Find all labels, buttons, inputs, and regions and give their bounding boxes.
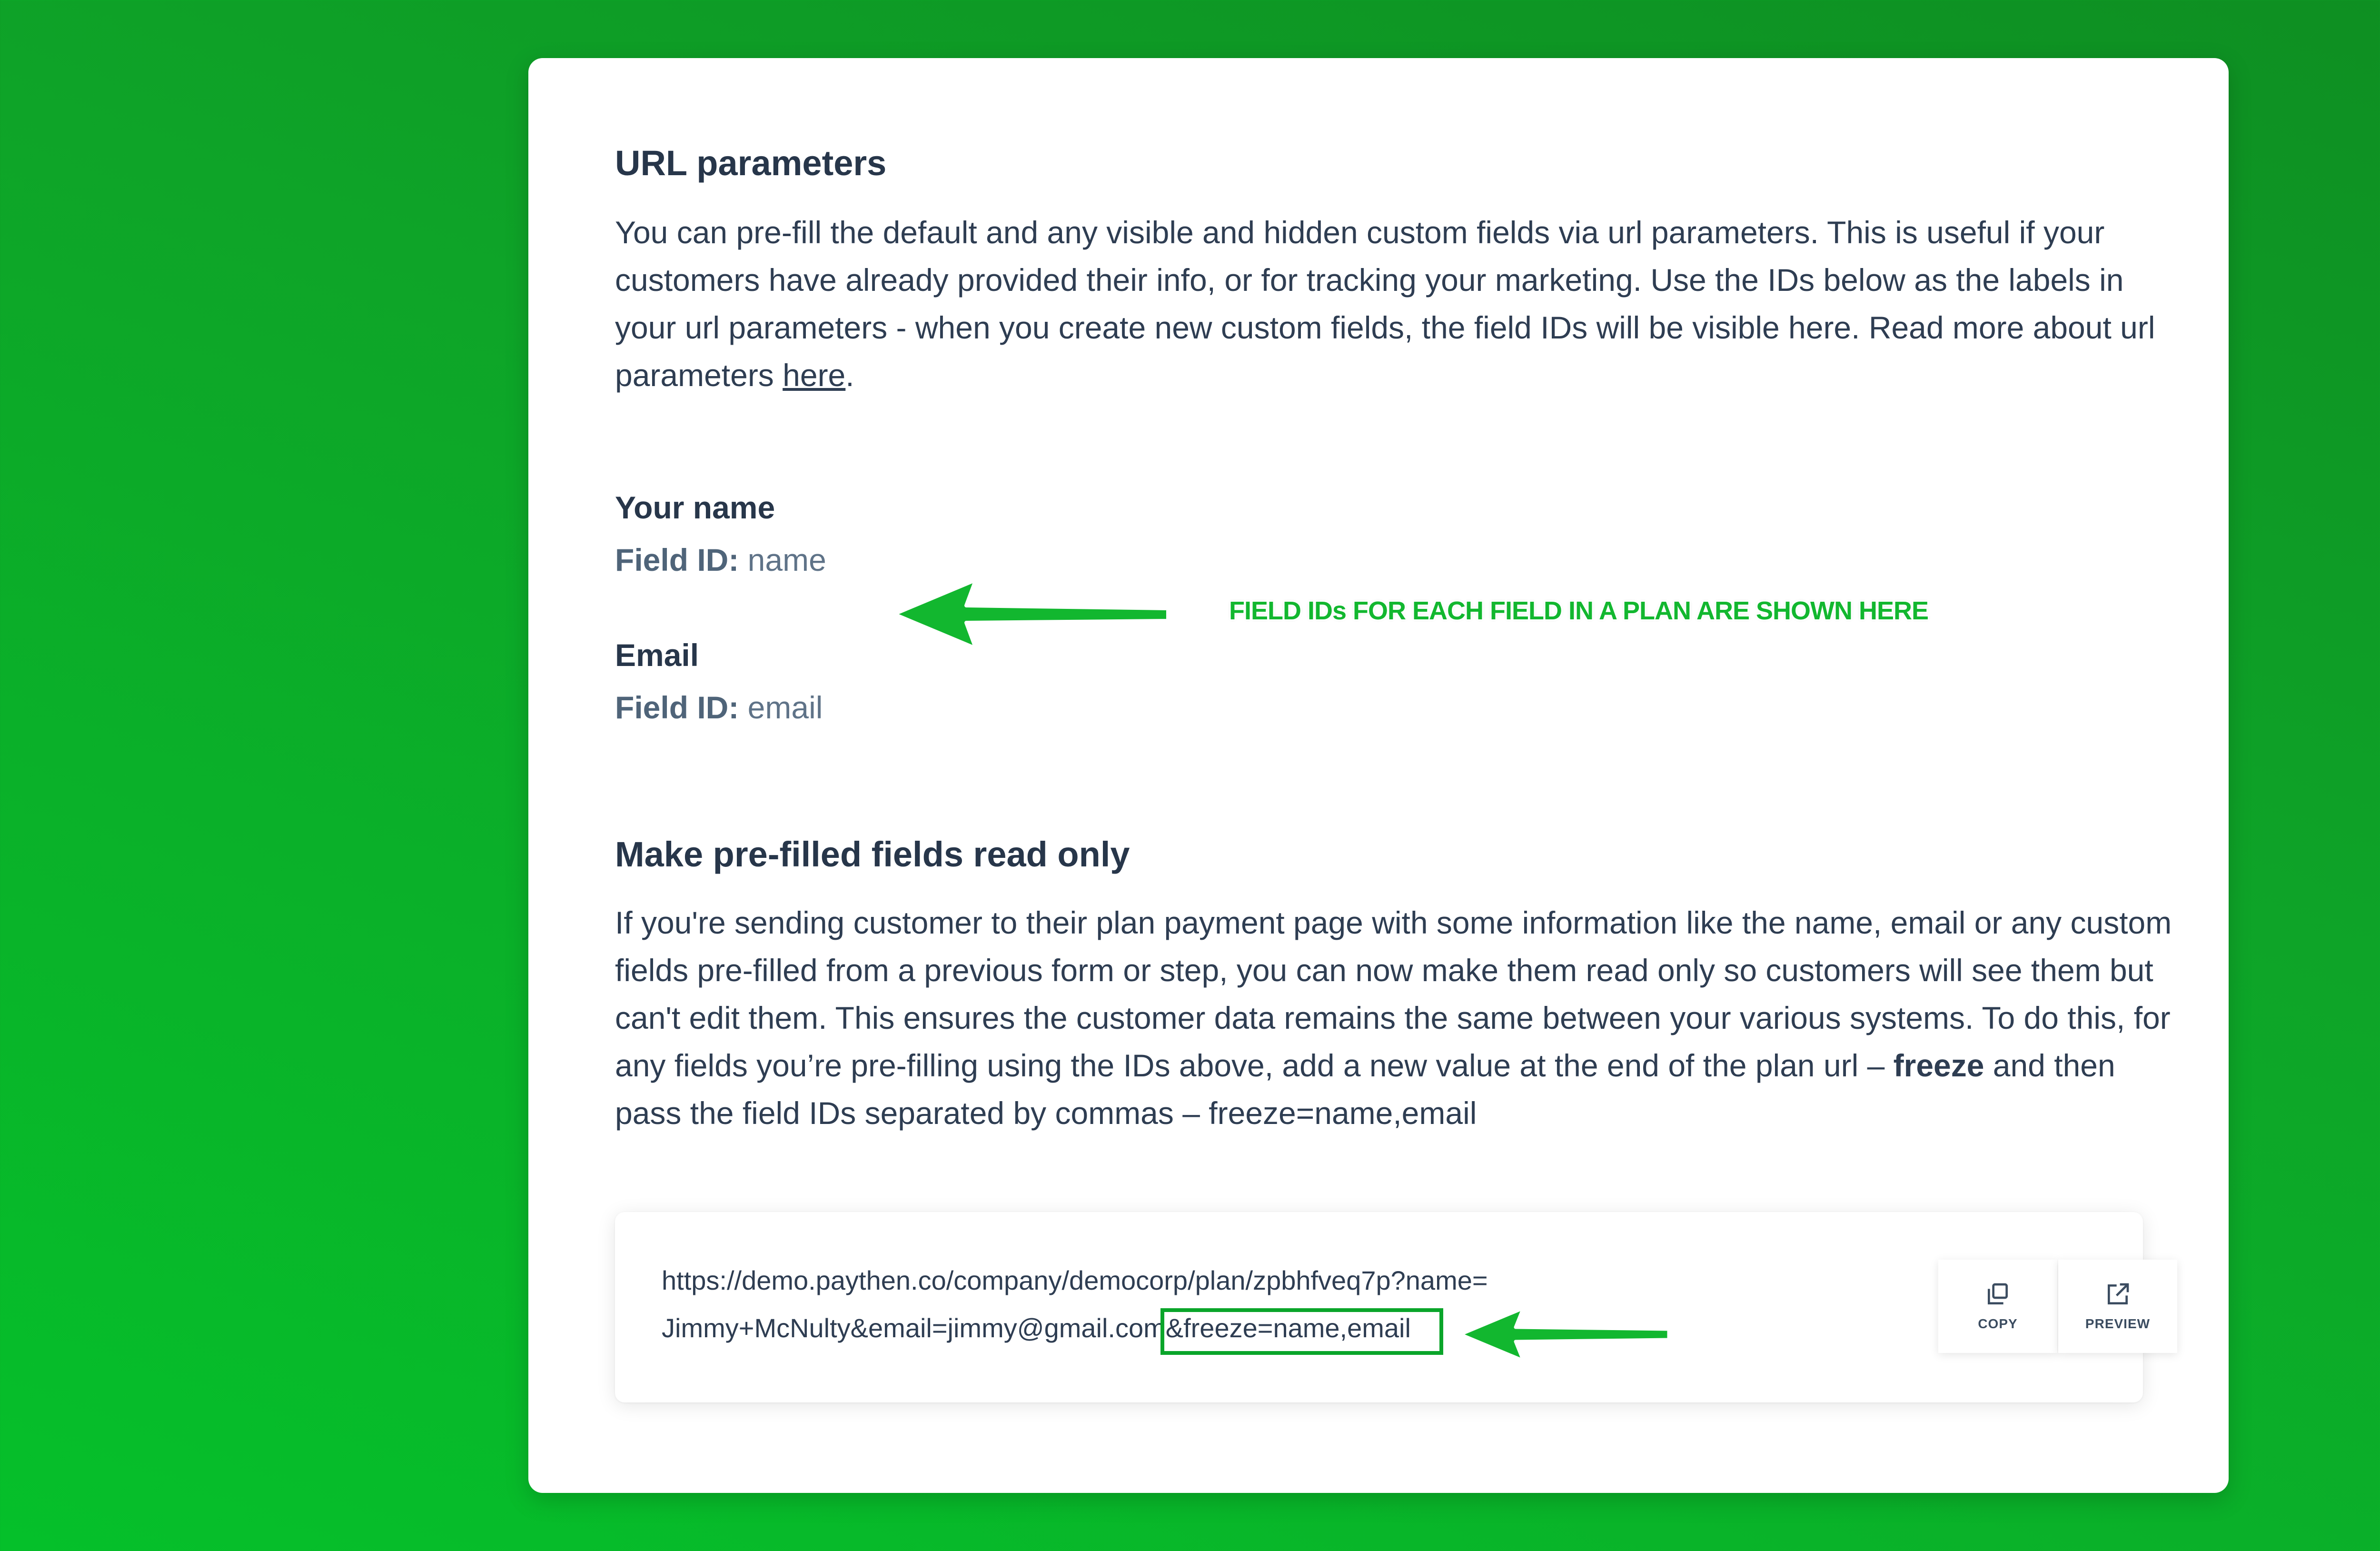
arrow-left-icon — [890, 571, 1176, 657]
field-id-name: Field ID: name — [615, 542, 826, 577]
field-ids-annotation: FIELD IDs FOR EACH FIELD IN A PLAN ARE SHOWN HERE — [1229, 597, 1929, 625]
url-parameters-description: You can pre-fill the default and any visible and hidden custom fields via url parameters. This is useful if your customers have already provided their info, or for tracking your marketing. Use the IDs below as the labels in your url parameters - when you create new custom fields, the field IDs will be visible here. Read more about url parameters here. — [615, 215, 2155, 393]
settings-card — [528, 58, 2229, 1493]
read-more-link[interactable]: here — [783, 358, 846, 393]
arrow-left-icon-2 — [1457, 1303, 1676, 1365]
freeze-highlight-box — [1160, 1308, 1443, 1355]
copy-button[interactable]: COPY — [1938, 1260, 2057, 1353]
plan-url-text: https://demo.paythen.co/company/democorp/plan/zpbhfveq7p?name= Jimmy+McNulty&email=jimmy@gmail.com&freeze=name,email — [662, 1265, 1488, 1343]
read-only-description: If you're sending customer to their plan payment page with some information like the name, email or any custom fields pre-filled from a previous form or step, you can now make them read only so customers will see them but can't edit them. This ensures the customer data remains the same between your various systems. To do this, for any fields you’re pre-filling using the IDs above, add a new value at the end of the plan url – freeze and then pass the field IDs separated by commas – freeze=name,email — [615, 905, 2172, 1131]
preview-button[interactable]: PREVIEW — [2058, 1260, 2177, 1353]
plan-url-box — [615, 1212, 2151, 1402]
field-id-email: Field ID: email — [615, 690, 823, 725]
url-parameters-title: URL parameters — [615, 143, 887, 183]
copy-icon — [1984, 1281, 2011, 1308]
field-label-email: Email — [615, 637, 699, 673]
read-only-title: Make pre-filled fields read only — [615, 835, 1130, 874]
field-label-name: Your name — [615, 490, 775, 525]
external-link-icon — [2104, 1281, 2131, 1308]
